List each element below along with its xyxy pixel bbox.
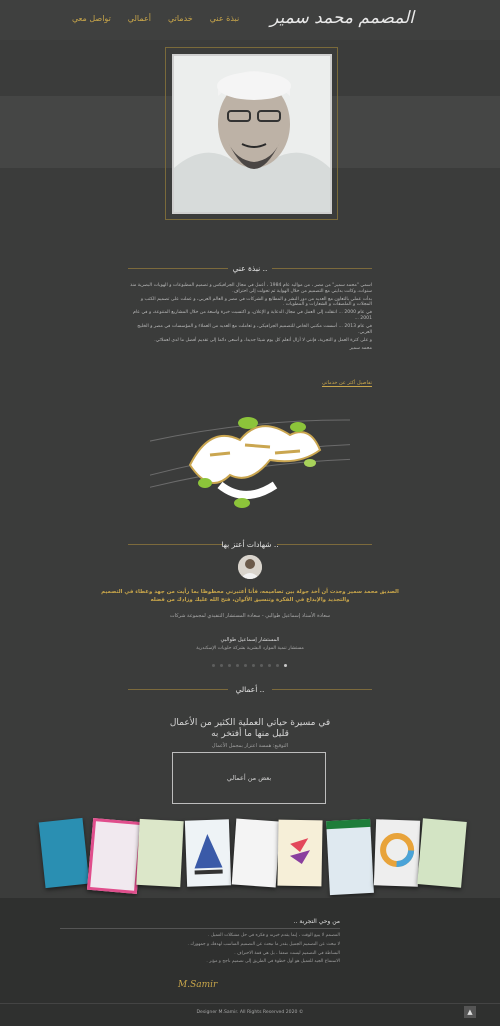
testimonial-avatar xyxy=(238,555,262,579)
footer-list-item: البساطة في التصميم ليست ضعفا ، بل هي قمة الاحتراف . xyxy=(234,950,340,956)
carousel-dot[interactable] xyxy=(228,664,231,667)
testimonial-author: المستشار إسماعيل طوالبي xyxy=(220,637,280,643)
about-paragraph: في عام 2013 ... أسست مكتبي الخاص للتصميم الجرافيكي، و تعاملت مع العديد من العملاء و المؤسسات في مصر و الخليج العربي. xyxy=(137,324,372,335)
carousel-dot[interactable] xyxy=(236,664,239,667)
carousel-dot[interactable] xyxy=(212,664,215,667)
carousel-dot[interactable] xyxy=(220,664,223,667)
footer-divider xyxy=(60,928,340,929)
works-gallery xyxy=(38,820,468,896)
portrait-image xyxy=(172,54,332,214)
main-menu xyxy=(72,14,239,23)
footer-list-item: لا تبحث عن التصميم الجميل بقدر ما تبحث عن التصميم المناسب لهدفك و جمهورك . xyxy=(187,941,340,947)
copyright-text: Designer M.Samir. All Rights Reserved 2020 © xyxy=(196,1010,304,1015)
scroll-to-top-icon[interactable]: ▲ xyxy=(464,1006,476,1018)
menu-item-services[interactable]: خدماتي xyxy=(167,14,193,23)
carousel-dots xyxy=(212,664,287,667)
more-details-link[interactable]: تفاصيل أكثر عن خدماتي xyxy=(321,380,372,386)
carousel-dot[interactable] xyxy=(244,664,247,667)
work-thumbnail[interactable] xyxy=(232,819,280,888)
footer-list xyxy=(60,933,340,968)
about-paragraph: في عام 2000 ... انتقلت إلى العمل في مجال الدعاية و الإعلان، و اكتسبت خبرة واسعة من خلال المشاريع المتنوعة، و في عام 2001 ... xyxy=(133,310,372,321)
testimonial-quote: الصديق محمد سمير وجدت أن أخذ جولة بين تصاميمه، فأنا أعتبرني محظوظا بما رأيت من جهد وعطاء في التصميم والتجديد والإبداع في الفكرة وتنسيق الألوان، فتح الله عليك وزادك من فضله xyxy=(101,589,399,603)
work-thumbnail[interactable] xyxy=(87,818,143,894)
about-paragraph: محمد سمير xyxy=(349,345,372,351)
calligraphy-logo xyxy=(150,405,350,520)
works-intro-line: قليل منها ما أفتخر به xyxy=(211,729,289,739)
work-thumbnail[interactable] xyxy=(277,820,322,887)
footer-list-item: المصمم لا يبيع الوقت ، إنما يقدم خبرته و فكره في حل مشكلات العميل . xyxy=(208,933,340,938)
works-subtext: التوقيع: همسة اعتزاز بمجمل الأعمال xyxy=(211,743,289,749)
footer-signature: M.Samir xyxy=(178,980,218,990)
testimonials-title: شهادات أعتز بها .. xyxy=(221,540,279,549)
work-thumbnail[interactable] xyxy=(185,819,231,886)
view-works-button[interactable]: بعض من أعمالي xyxy=(172,752,326,804)
about-paragraph: و على كثرة العمل و التجربة، فإنني لا أزال أتعلم كل يوم شيئا جديدا، و أسعى دائما إلى تقديم أفضل ما لدي لعملائي. xyxy=(154,337,372,343)
carousel-dot[interactable] xyxy=(284,664,287,667)
carousel-dot[interactable] xyxy=(260,664,263,667)
menu-item-works[interactable]: أعمالي xyxy=(127,14,151,23)
menu-item-contact[interactable]: تواصل معي xyxy=(72,14,111,23)
work-thumbnail[interactable] xyxy=(417,818,467,888)
footer-list-item: الاستماع الجيد للعميل هو أول خطوة في الطريق إلى تصميم ناجح و مؤثر . xyxy=(206,959,340,965)
site-logo[interactable]: المصمم محمد سمير xyxy=(270,8,414,28)
works-intro-line: في مسيرة حياتي العملية الكثير من الأعمال xyxy=(169,718,331,728)
works-intro xyxy=(95,718,405,740)
carousel-dot[interactable] xyxy=(252,664,255,667)
works-title: أعمالي .. xyxy=(235,685,265,694)
work-thumbnail[interactable] xyxy=(374,819,420,886)
about-paragraph: اسمي "محمد سمير" من مصر ، من مواليد عام 1984 ، أعمل في مجال الجرافيكس و تصميم المطبوعات و الهويات البصرية منذ سنوات، وكانت بدايتي مع التصميم من خلال الهواية ثم تحولت إلى احتراف. xyxy=(130,283,372,294)
work-thumbnail[interactable] xyxy=(326,819,374,895)
footer-title: من وحي التجربة .. xyxy=(293,918,340,925)
testimonial-role: مستشار تنمية الموارد البشرية بشركة حلويات الإسكندرية xyxy=(196,646,304,651)
about-paragraph: بدأت عملي بالتعاون مع العديد من دور النشر و المطابع و الشركات في مصر و العالم العربي، و عملت على تصميم الكتب و المجلات و الملصقات و الشعارات و المطويات . xyxy=(140,296,372,308)
carousel-dot[interactable] xyxy=(276,664,279,667)
about-title: نبذة عني .. xyxy=(232,264,268,273)
work-thumbnail[interactable] xyxy=(39,818,90,888)
carousel-dot[interactable] xyxy=(268,664,271,667)
testimonial-subtext: سعادة الأستاذ إسماعيل طوالبي - سعادة المستشار التنفيذي لمجموعة شركات xyxy=(169,613,331,619)
work-thumbnail[interactable] xyxy=(136,819,183,887)
about-text xyxy=(128,283,372,354)
menu-item-about[interactable]: نبذة عني xyxy=(209,14,240,23)
